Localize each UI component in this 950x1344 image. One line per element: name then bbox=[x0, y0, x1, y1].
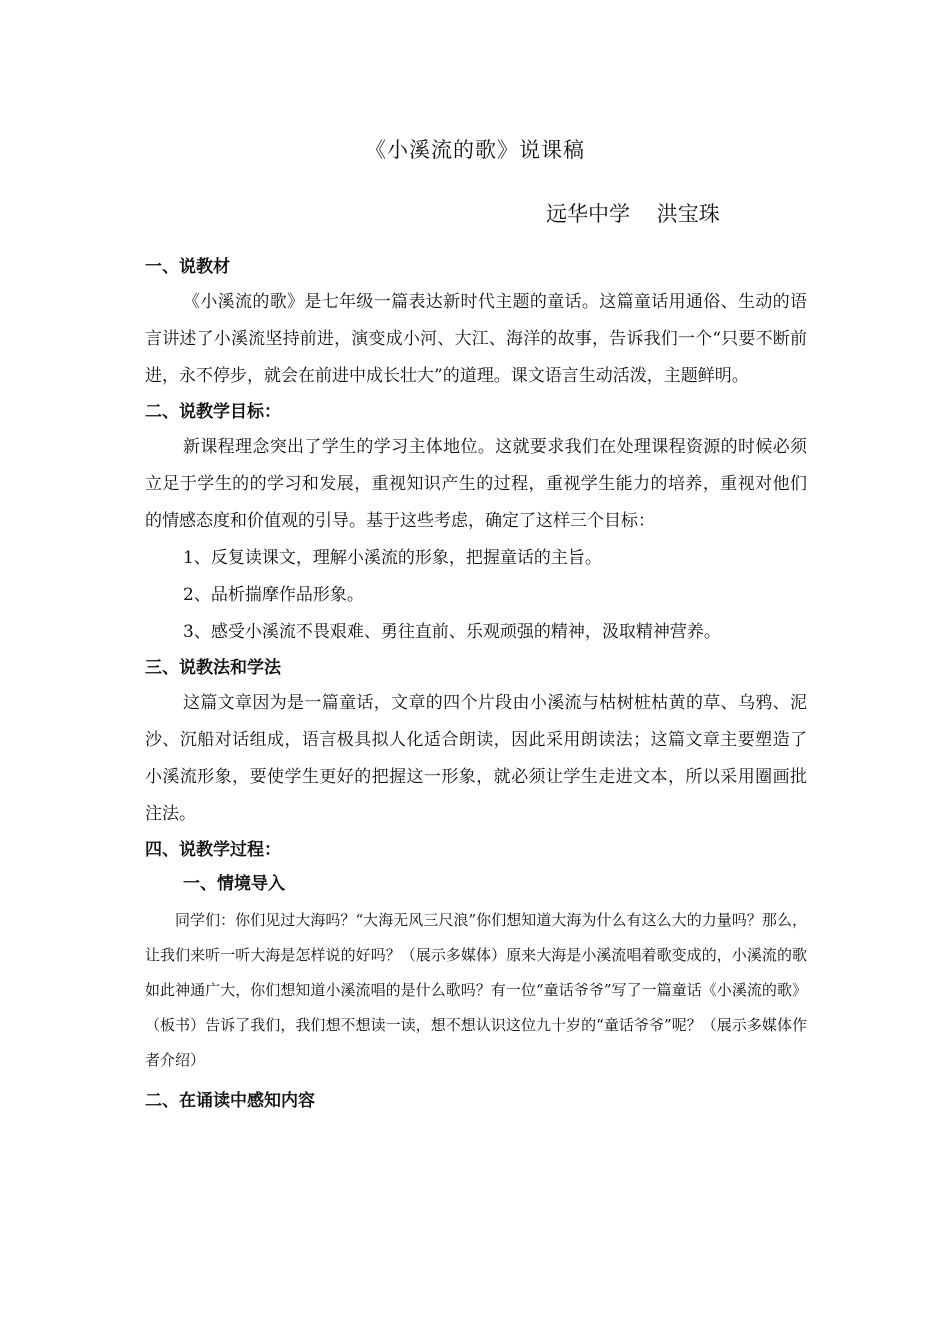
section-paragraph-methods: 这篇文章因为是一篇童话，文章的四个片段由小溪流与枯树桩枯黄的草、乌鸦、泥沙、沉船对话组成，语言极具拟人化适合朗读，因此采用朗读法；这篇文章主要塑造了小溪流形象，要使学生更好的把握这一形象，就必须让学生走进文本，所以采用圈画批注法。 bbox=[145, 693, 807, 824]
section-heading-goals: 二、说教学目标： bbox=[145, 402, 281, 422]
goal-item: 1、反复读课文，理解小溪流的形象，把握童话的主旨。 bbox=[183, 548, 602, 568]
goal-item: 2、品析揣摩作品形象。 bbox=[183, 585, 364, 605]
goal-item: 3、感受小溪流不畏艰难、勇往直前、乐观顽强的精神，汲取精神营养。 bbox=[183, 622, 721, 642]
section-paragraph-goals: 新课程理念突出了学生的学习主体地位。这就要求我们在处理课程资源的时候必须立足于学生的的学习和发展，重视知识产生的过程，重视学生能力的培养，重视对他们的情感态度和价值观的引导。基于这些考虑，确定了这样三个目标： bbox=[145, 437, 807, 531]
section-heading-textbook: 一、说教材 bbox=[145, 257, 230, 277]
section-paragraph-intro: 同学们：你们见过大海吗？“大海无风三尺浪”你们想知道大海为什么有这么大的力量吗？那么，让我们来听一听大海是怎样说的好吗？（展示多媒体）原来大海是小溪流唱着歌变成的，小溪流的歌如此神通广大，你们想知道小溪流唱的是什么歌吗？有一位“童话爷爷”写了一篇童话《小溪流的歌》（板书）告诉了我们，我们想不想读一读，想不想认识这位九十岁的“童话爷爷”呢？（展示多媒体作者介绍） bbox=[145, 911, 807, 1069]
section-heading-reading: 二、在诵读中感知内容 bbox=[145, 1091, 315, 1111]
document-body bbox=[145, 250, 807, 1118]
document-title: 《小溪流的歌》说课稿 bbox=[365, 138, 585, 162]
subsection-heading-intro: 一、情境导入 bbox=[183, 874, 285, 894]
author-line: 远华中学 洪宝珠 bbox=[546, 202, 720, 226]
section-heading-process: 四、说教学过程： bbox=[145, 840, 281, 860]
section-paragraph-textbook: 《小溪流的歌》是七年级一篇表达新时代主题的童话。这篇童话用通俗、生动的语言讲述了小溪流坚持前进，演变成小河、大江、海洋的故事，告诉我们一个“只要不断前进，永不停步，就会在前进中成长壮大”的道理。课文语言生动活泼，主题鲜明。 bbox=[145, 292, 807, 386]
section-heading-methods: 三、说教法和学法 bbox=[145, 658, 281, 678]
